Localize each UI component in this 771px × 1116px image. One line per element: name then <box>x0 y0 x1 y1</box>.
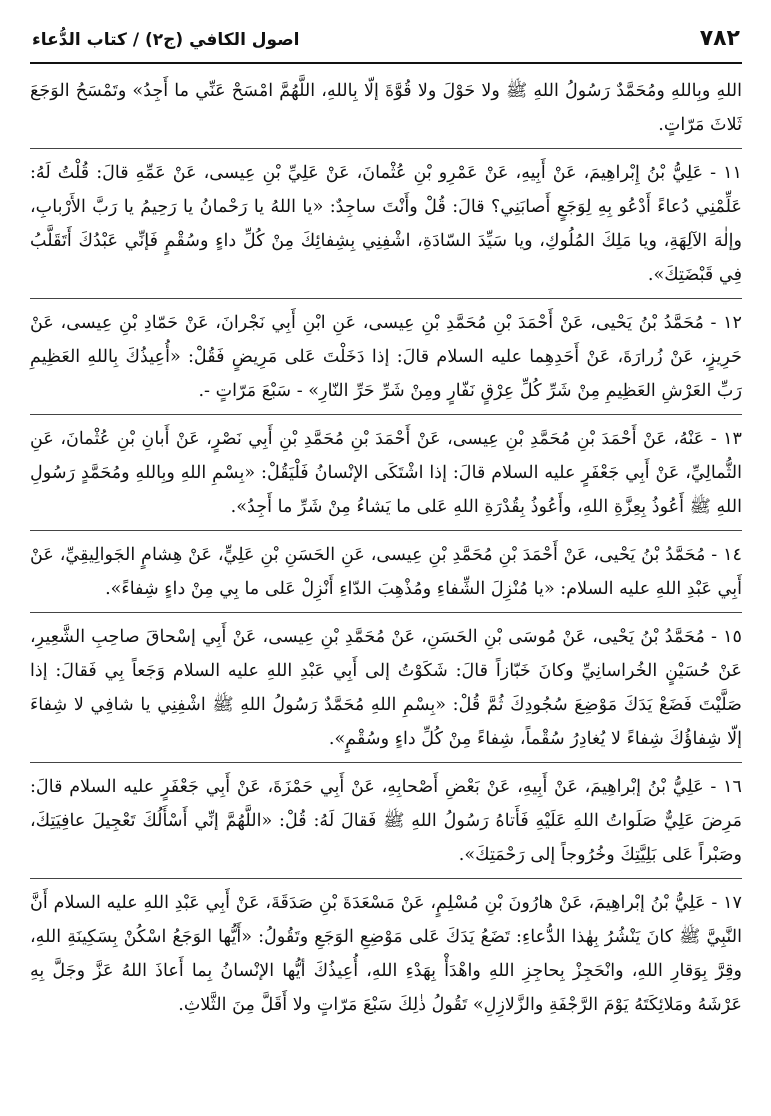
running-title: اصول الكافي (ج٢) / كتاب الدُّعاء <box>32 30 300 50</box>
divider <box>30 414 742 415</box>
divider <box>30 530 742 531</box>
hadith-15: ١٥ - مُحَمَّدُ بْنُ يَحْيى، عَنْ مُوسَى بْنِ الحَسَنِ، عَنْ مُحَمَّدِ بْنِ عِيسى، عَنْ أَبِي إسْحاقَ صاحِبِ الشَّعِيرِ، عَنْ حُسَيْنٍ الخُراسانِيِّ وكانَ خَبّازاً قالَ: شَكَوْتُ إلى أَبِي عَبْدِ اللهِ عليه السلام وَجَعاً بِي فَقالَ: إذا صَلَّيْتَ فَضَعْ يَدَكَ مَوْضِعَ سُجُودِكَ ثُمَّ قُلْ: «بِسْمِ اللهِ مُحَمَّدٌ رَسُولُ اللهِ ﷺ اشْفِنِي يا شافِي لا شِفاءَ إلّا شِفاؤُكَ شِفاءً لا يُغادِرُ سُقْماً، شِفاءً مِنْ كُلِّ داءٍ وسُقْمٍ». <box>30 627 742 749</box>
hadith-14: ١٤ - مُحَمَّدُ بْنُ يَحْيى، عَنْ أَحْمَدَ بْنِ مُحَمَّدِ بْنِ عِيسى، عَنِ الحَسَنِ بْنِ عَلِيٍّ، عَنْ هِشامٍ الجَوالِيقِيِّ، عَنْ أَبِي عَبْدِ اللهِ عليه السلام: «يا مُنْزِلَ الشِّفاءِ ومُذْهِبَ الدّاءِ أَنْزِلْ عَلى ما بِي مِنْ داءٍ شِفاءً». <box>30 545 742 599</box>
hadith-16: ١٦ - عَلِيُّ بْنُ إبْراهِيمَ، عَنْ أَبِيهِ، عَنْ بَعْضِ أَصْحابِهِ، عَنْ أَبِي حَمْزَةَ، عَنْ أَبِي جَعْفَرٍ عليه السلام قالَ: مَرِضَ عَلِيٌّ صَلَواتُ اللهِ عَلَيْهِ فَأَتاهُ رَسُولُ اللهِ ﷺ فَقالَ لَهُ: قُلْ: «اللَّهُمَّ إنِّي أَسْأَلُكَ تَعْجِيلَ عافِيَتِكَ، وصَبْراً عَلى بَلِيَّتِكَ وخُرُوجاً إلى رَحْمَتِكَ». <box>30 777 742 865</box>
page-header <box>30 22 742 64</box>
paragraph-continuation: اللهِ وبِاللهِ ومُحَمَّدٌ رَسُولُ اللهِ ﷺ ولا حَوْلَ ولا قُوَّةَ إلّا بِاللهِ، اللَّهُمَّ امْسَحْ عَنِّي ما أَجِدُ» وتَمْسَحُ الوَجَعَ ثَلاثَ مَرّاتٍ. <box>30 81 742 135</box>
page-body <box>30 64 742 1022</box>
hadith-12: ١٢ - مُحَمَّدُ بْنُ يَحْيى، عَنْ أَحْمَدَ بْنِ مُحَمَّدِ بْنِ عِيسى، عَنِ ابْنِ أَبِي نَجْرانَ، عَنْ حَمّادِ بْنِ عِيسى، عَنْ حَرِيزٍ، عَنْ زُرارَةَ، عَنْ أَحَدِهِما عليه السلام قالَ: إذا دَخَلْتَ عَلى مَرِيضٍ فَقُلْ: «أُعِيذُكَ بِاللهِ العَظِيمِ رَبِّ العَرْشِ العَظِيمِ مِنْ شَرِّ كُلِّ عِرْقٍ نَفّارٍ ومِنْ شَرِّ حَرِّ النّارِ» - سَبْعَ مَرّاتٍ -. <box>30 313 742 401</box>
hadith-13: ١٣ - عَنْهُ، عَنْ أَحْمَدَ بْنِ مُحَمَّدِ بْنِ عِيسى، عَنْ أَحْمَدَ بْنِ مُحَمَّدِ بْنِ أَبِي نَصْرٍ، عَنْ أَبانِ بْنِ عُثْمانَ، عَنِ الثُّمالِيِّ، عَنْ أَبِي جَعْفَرٍ عليه السلام قالَ: إذا اشْتَكَى الإنْسانُ فَلْيَقُلْ: «بِسْمِ اللهِ وبِاللهِ ومُحَمَّدٍ رَسُولِ اللهِ ﷺ أَعُوذُ بِعِزَّةِ اللهِ، وأَعُوذُ بِقُدْرَةِ اللهِ عَلى ما يَشاءُ مِنْ شَرِّ ما أَجِدُ». <box>30 429 742 517</box>
page-number: ٧٨٢ <box>699 26 740 51</box>
hadith-17: ١٧ - عَلِيُّ بْنُ إبْراهِيمَ، عَنْ هارُونَ بْنِ مُسْلِمٍ، عَنْ مَسْعَدَةَ بْنِ صَدَقَةَ، عَنْ أَبِي عَبْدِ اللهِ عليه السلام أَنَّ النَّبِيَّ ﷺ كانَ يَنْشُرُ بِهٰذا الدُّعاءِ: تَضَعُ يَدَكَ عَلى مَوْضِعِ الوَجَعِ وتَقُولُ: «أَيُّها الوَجَعُ اسْكُنْ بِسَكِينَةِ اللهِ، وقِرَّ بِوَقارِ اللهِ، وانْحَجِزْ بِحاجِزِ اللهِ واهْدَأْ بِهَدْءِ اللهِ، أُعِيذُكَ أيُّها الإنْسانُ بِما أَعاذَ اللهُ عَزَّ وجَلَّ بِهِ عَرْشَهُ ومَلائِكَتَهُ يَوْمَ الرَّجْفَةِ والزَّلازِلِ» تَقُولُ ذٰلِكَ سَبْعَ مَرّاتٍ ولا أَقَلَّ مِنَ الثَّلاثِ. <box>30 893 742 1015</box>
divider <box>30 878 742 879</box>
divider <box>30 148 742 149</box>
divider <box>30 298 742 299</box>
hadith-11: ١١ - عَلِيُّ بْنُ إِبْراهِيمَ، عَنْ أَبِيهِ، عَنْ عَمْرِو بْنِ عُثْمانَ، عَنْ عَلِيِّ بْنِ عِيسى، عَنْ عَمِّهِ قالَ: قُلْتُ لَهُ: عَلِّمْنِي دُعاءً أَدْعُو بِهِ لِوَجَعٍ أَصابَنِي؟ قالَ: قُلْ وأَنْتَ ساجِدٌ: «يا اللهُ يا رَحْمانُ يا رَحِيمُ يا رَبَّ الأَرْبابِ، وإلٰهَ الآلِهَةِ، ويا مَلِكَ المُلُوكِ، ويا سَيِّدَ السّادَةِ، اشْفِنِي بِشِفائِكَ مِنْ كُلِّ داءٍ وسُقْمٍ فَإنِّي عَبْدُكَ أَتَقَلَّبُ فِي قَبْضَتِكَ». <box>30 163 742 285</box>
book-page <box>30 22 742 1102</box>
divider <box>30 612 742 613</box>
divider <box>30 762 742 763</box>
